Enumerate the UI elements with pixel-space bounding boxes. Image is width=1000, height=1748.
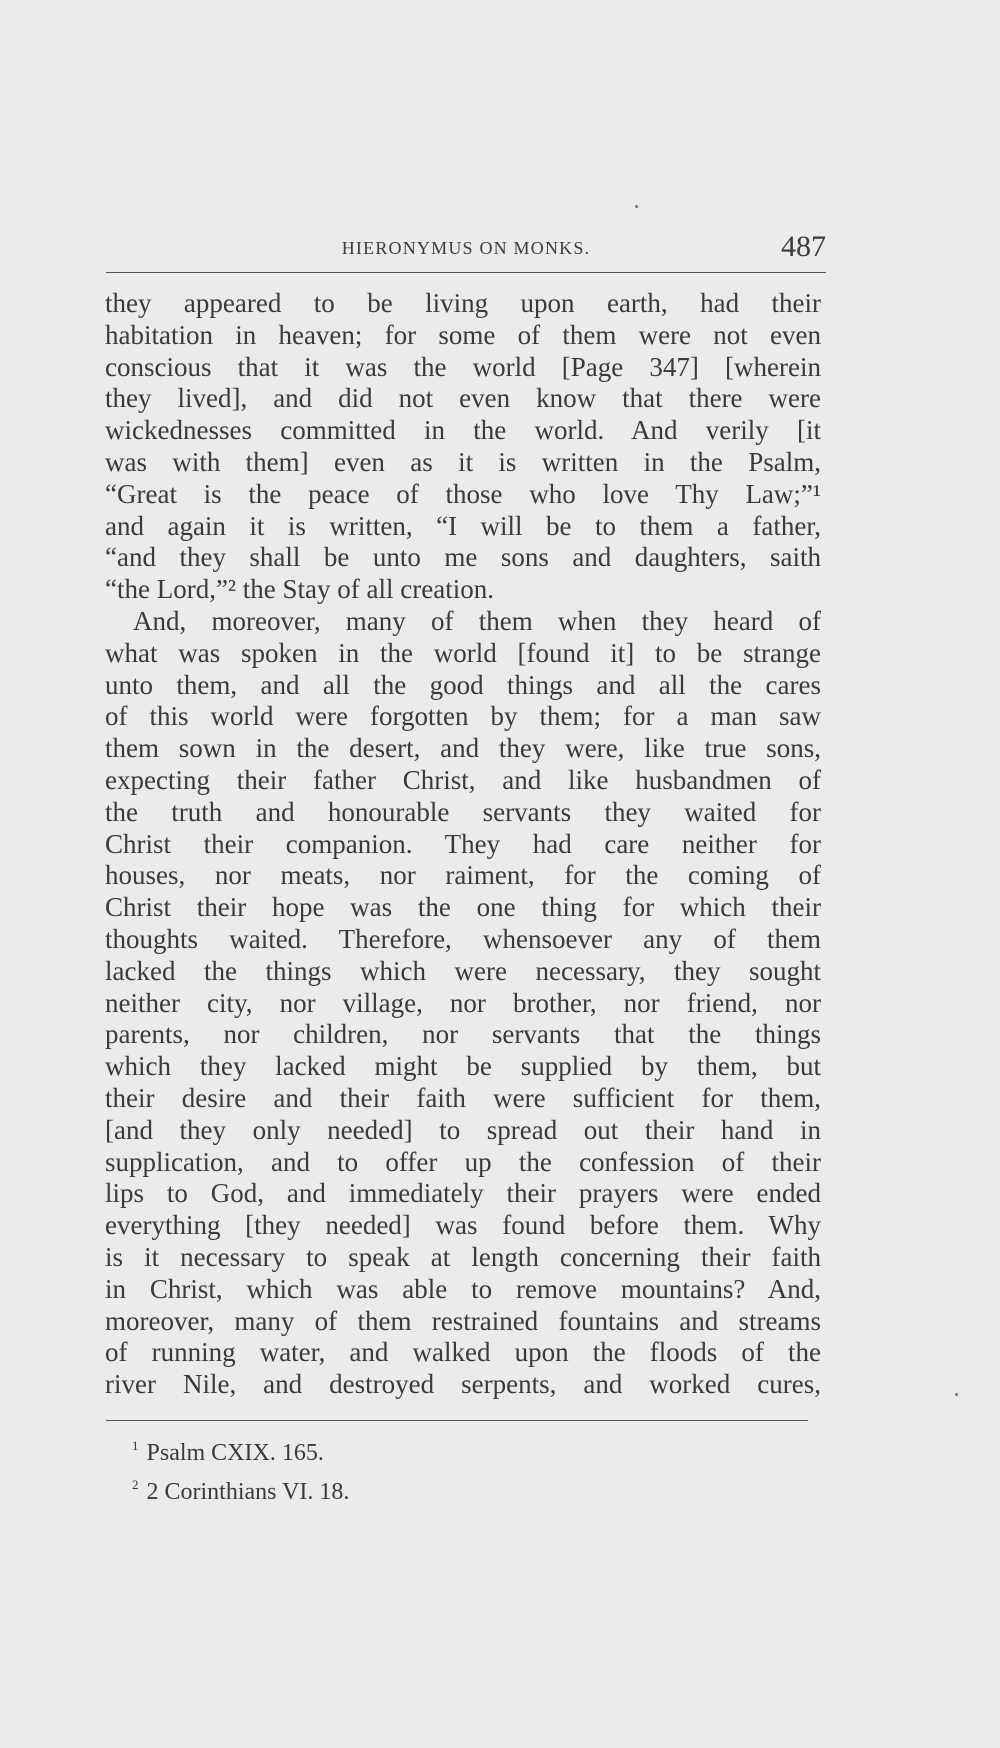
text-line: of running water, and walked upon the floods of the xyxy=(105,1337,821,1368)
text-line: “the Lord,”² the Stay of all creation. xyxy=(105,574,494,605)
text-line: lips to God, and immediately their prayers were ended xyxy=(105,1178,821,1209)
text-line: is it necessary to speak at length concerning their faith xyxy=(105,1241,821,1272)
text-line: the truth and honourable servants they waited for xyxy=(105,796,821,827)
running-title: HIERONYMUS ON MONKS. xyxy=(341,238,591,258)
text-line: everything [they needed] was found before them. Why xyxy=(105,1210,821,1241)
text-line: them sown in the desert, and they were, like true sons, xyxy=(105,733,821,764)
text-line: their desire and their faith were sufficient for them, xyxy=(105,1082,821,1113)
text-line: “Great is the peace of those who love Thy Law;”¹ xyxy=(105,478,821,509)
text-line: supplication, and to offer up the confession of their xyxy=(105,1146,821,1177)
header-rule xyxy=(106,272,826,273)
text-line: “and they shall be unto me sons and daughters, saith xyxy=(105,542,821,573)
text-line: unto them, and all the good things and all the cares xyxy=(105,669,821,700)
text-line: And, moreover, many of them when they heard of xyxy=(133,605,821,636)
footnote-rule xyxy=(106,1420,808,1421)
text-line: Christ their hope was the one thing for which their xyxy=(105,892,821,923)
footnote-2 xyxy=(132,1469,732,1508)
text-line: lacked the things which were necessary, they sought xyxy=(105,955,821,986)
running-head xyxy=(106,228,826,278)
text-line: expecting their father Christ, and like husbandmen of xyxy=(105,764,821,795)
paper-speck xyxy=(635,205,638,208)
text-line: and again it is written, “I will be to them a father, xyxy=(105,510,821,541)
text-line: which they lacked might be supplied by them, but xyxy=(105,1051,821,1082)
text-line: wickednesses committed in the world. And verily [it xyxy=(105,415,821,446)
text-line: they appeared to be living upon earth, had their xyxy=(105,288,821,318)
text-line: houses, nor meats, nor raiment, for the coming of xyxy=(105,860,821,891)
text-line: Christ their companion. They had care neither for xyxy=(105,828,821,859)
text-line: was with them] even as it is written in the Psalm, xyxy=(105,446,821,477)
text-line: parents, nor children, nor servants that the things xyxy=(105,1019,821,1050)
footnote-text: Psalm CXIX. 165. xyxy=(146,1440,324,1466)
text-line: conscious that it was the world [Page 347] [wherein xyxy=(105,351,821,382)
body-text xyxy=(105,288,821,1401)
footnote-text: 2 Corinthians VI. 18. xyxy=(146,1479,350,1505)
text-line: neither city, nor village, nor brother, nor friend, nor xyxy=(105,987,821,1018)
text-line: what was spoken in the world [found it] to be strange xyxy=(105,637,821,668)
text-line: moreover, many of them restrained fountains and streams xyxy=(105,1305,821,1336)
footnote-mark: 2 xyxy=(132,1477,139,1492)
paper-speck xyxy=(955,1393,958,1396)
text-line: thoughts waited. Therefore, whensoever any of them xyxy=(105,923,821,954)
text-line: in Christ, which was able to remove mountains? And, xyxy=(105,1273,821,1304)
footnote-1 xyxy=(132,1430,732,1469)
text-line: river Nile, and destroyed serpents, and worked cures, xyxy=(105,1369,821,1400)
text-line: [and they only needed] to spread out their hand in xyxy=(105,1114,821,1145)
text-line: they lived], and did not even know that there were xyxy=(105,383,821,414)
text-line: of this world were forgotten by them; for a man saw xyxy=(105,701,821,732)
page-number: 487 xyxy=(781,230,826,263)
footnote-mark: 1 xyxy=(132,1438,139,1453)
text-line: habitation in heaven; for some of them were not even xyxy=(105,319,821,350)
footnotes xyxy=(132,1430,732,1508)
